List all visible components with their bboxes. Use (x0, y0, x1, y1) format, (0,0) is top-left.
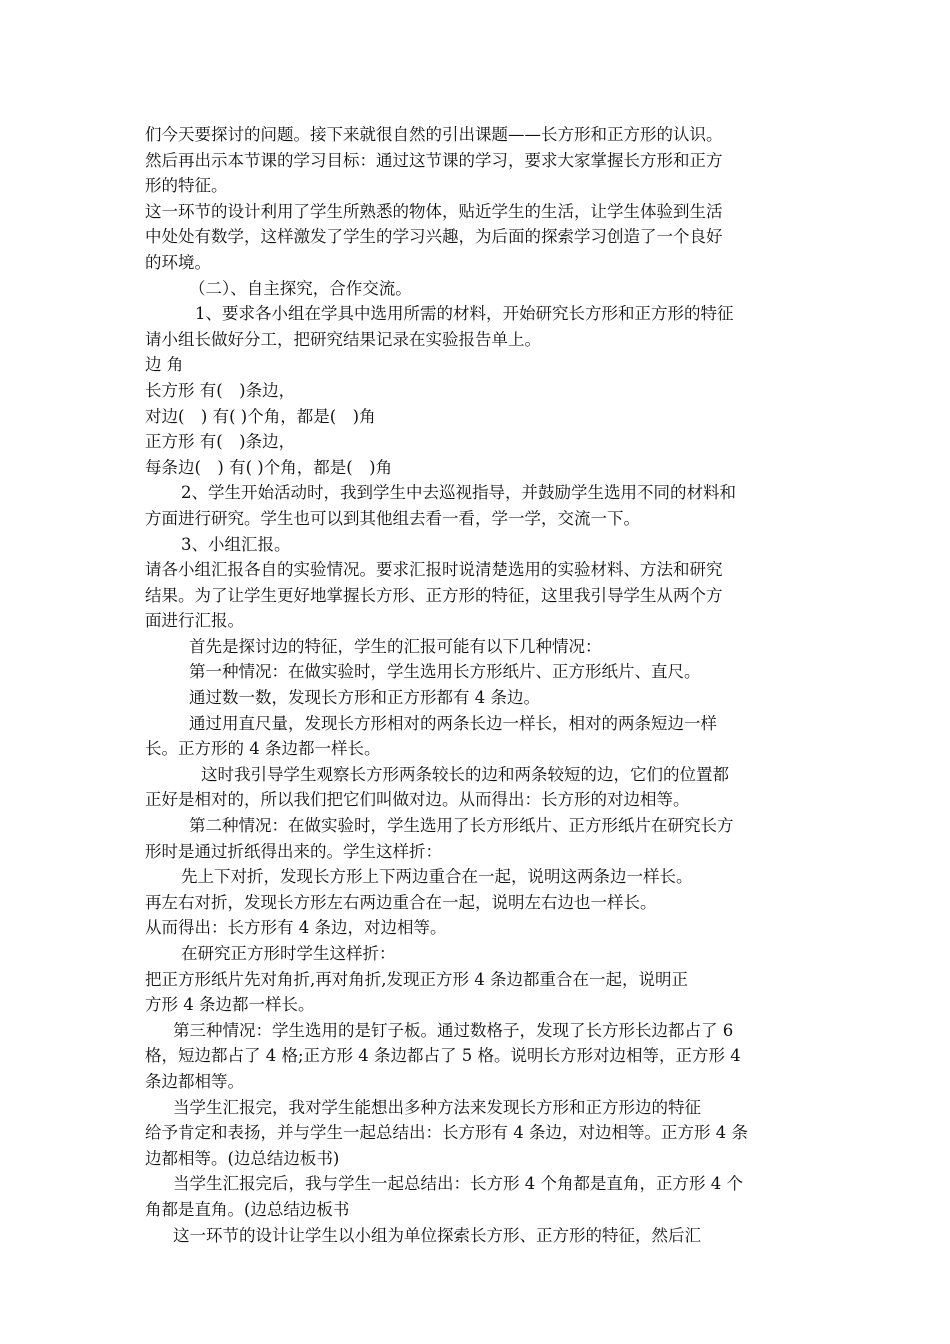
text-line: 把正方形纸片先对角折,再对角折,发现正方形 4 条边都重合在一起，说明正 (145, 969, 688, 989)
text-line: 2、学生开始活动时，我到学生中去巡视指导，并鼓励学生选用不同的材料和 (181, 483, 736, 503)
text-line: 格，短边都占了 4 格;正方形 4 条边都占了 5 格。说明长方形对边相等，正方形 4 (145, 1046, 741, 1066)
text-line: 每条边( ) 有( )个角，都是( )角 (145, 457, 393, 477)
text-line: 然后再出示本节课的学习目标：通过这节课的学习，要求大家掌握长方形和正方 (145, 150, 723, 170)
text-line: 当学生汇报完，我对学生能想出多种方法来发现长方形和正方形边的特征 (173, 1097, 701, 1117)
text-line: 请小组长做好分工，把研究结果记录在实验报告单上。 (145, 329, 541, 349)
text-line: 正好是相对的，所以我们把它们叫做对边。从而得出：长方形的对边相等。 (145, 790, 690, 810)
text-line: 正方形 有( )条边， (145, 432, 296, 452)
text-line: 们今天要探讨的问题。接下来就很自然的引出课题——长方形和正方形的认识。 (145, 125, 723, 144)
text-line: 当学生汇报完后，我与学生一起总结出：长方形 4 个角都是直角，正方形 4 个 (173, 1174, 743, 1194)
text-line: 角都是直角。(边总结边板书 (145, 1199, 350, 1219)
text-line: 中处处有数学，这样激发了学生的学习兴趣，为后面的探索学习创造了一个良好 (145, 227, 723, 247)
document-body (145, 122, 815, 1248)
text-line: 第二种情况：在做实验时，学生选用了长方形纸片、正方形纸片在研究长方 (189, 816, 734, 836)
text-line: 先上下对折，发现长方形上下两边重合在一起，说明这两条边一样长。 (181, 867, 693, 887)
text-line: 方形 4 条边都一样长。 (145, 995, 315, 1015)
text-line: 通过用直尺量，发现长方形相对的两条长边一样长，相对的两条短边一样 (189, 713, 717, 733)
text-line: 1、要求各小组在学具中选用所需的材料，开始研究长方形和正方形的特征 (195, 304, 734, 324)
text-line: 形时是通过折纸得出来的。学生这样折： (145, 841, 442, 861)
text-line: 方面进行研究。学生也可以到其他组去看一看，学一学，交流一下。 (145, 508, 640, 528)
text-line: 从而得出：长方形有 4 条边，对边相等。 (145, 918, 447, 938)
text-line: 通过数一数，发现长方形和正方形都有 4 条边。 (189, 688, 540, 708)
text-line: 的环境。 (145, 252, 211, 272)
text-line: 边都相等。(边总结边板书) (145, 1148, 340, 1168)
section-heading: （二）、自主探究，合作交流。 (189, 278, 412, 298)
text-line: 形的特征。 (145, 176, 228, 196)
text-line: 长方形 有( )条边， (145, 380, 296, 400)
text-line: 第一种情况：在做实验时，学生选用长方形纸片、正方形纸片、直尺。 (189, 662, 701, 682)
text-line: 第三种情况：学生选用的是钉子板。通过数格子，发现了长方形长边都占了 6 (173, 1020, 734, 1040)
text-line: 这一环节的设计利用了学生所熟悉的物体，贴近学生的生活，让学生体验到生活 (145, 201, 723, 221)
text-line: 条边都相等。 (145, 1071, 244, 1091)
text-line: 给予肯定和表扬，并与学生一起总结出：长方形有 4 条边，对边相等。正方形 4 条 (145, 1123, 748, 1143)
text-line: 长。正方形的 4 条边都一样长。 (145, 739, 381, 759)
text-line: 这一环节的设计让学生以小组为单位探索长方形、正方形的特征，然后汇 (173, 1225, 701, 1245)
text-line: 在研究正方形时学生这样折： (181, 944, 396, 963)
text-line: 3、小组汇报。 (181, 534, 291, 554)
text-line: 首先是探讨边的特征，学生的汇报可能有以下几种情况： (189, 636, 602, 656)
text-line: 结果。为了让学生更好地掌握长方形、正方形的特征，这里我引导学生从两个方 (145, 585, 723, 605)
text-line: 面进行汇报。 (145, 611, 244, 631)
text-line: 对边( ) 有( )个角，都是( )角 (145, 406, 376, 426)
text-line: 这时我引导学生观察长方形两条较长的边和两条较短的边，它们的位置都 (201, 764, 729, 784)
text-line: 请各小组汇报各自的实验情况。要求汇报时说清楚选用的实验材料、方法和研究 (145, 560, 723, 580)
table-header-line: 边 角 (145, 355, 184, 375)
text-line: 再左右对折，发现长方形左右两边重合在一起，说明左右边也一样长。 (145, 892, 657, 912)
